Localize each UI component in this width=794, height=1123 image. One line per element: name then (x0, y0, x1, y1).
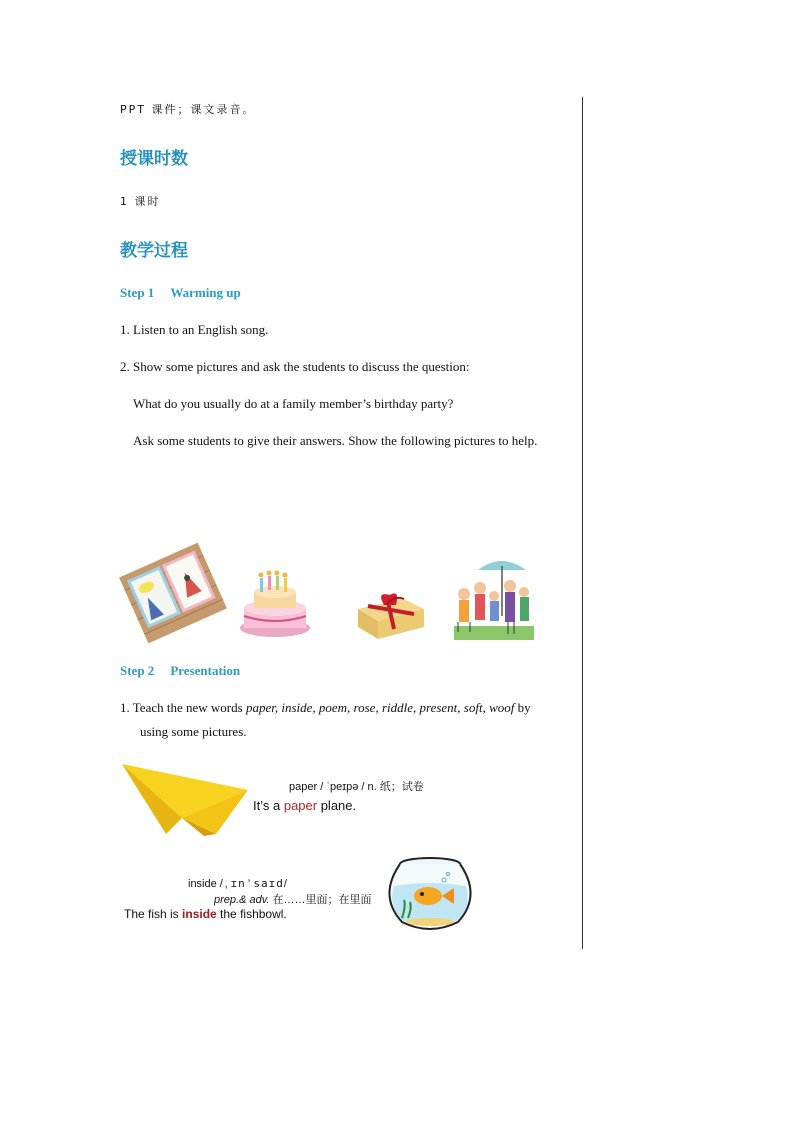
paper-entry: paper / ˈpeɪpə / n. 纸；试卷 (289, 781, 424, 793)
step2-heading (120, 663, 240, 679)
inside-highlight: inside (182, 907, 217, 921)
party-people-image (448, 556, 538, 644)
new-words-list: paper, inside, poem, rose, riddle, present, soft, woof (245, 700, 515, 715)
step2-item-1-line2: using some pictures. (140, 724, 247, 739)
paper-sentence (253, 798, 356, 813)
step1-item-1: 1. Listen to an English song. (120, 322, 269, 337)
step2-label: Step 2 (120, 663, 155, 678)
step1-heading (120, 285, 241, 301)
inside-sentence (124, 907, 287, 921)
inside-meaning: 在……里面；在里面 (272, 894, 372, 906)
step2-title: Presentation (170, 663, 241, 678)
step2-item-1-prefix: 1. Teach the new words (120, 700, 246, 715)
fishbowl-image (384, 856, 476, 934)
discussion-question: What do you usually do at a family member’s birthday party? (133, 396, 454, 411)
gift-box-image (354, 585, 426, 641)
inside-entry-meaning (214, 891, 372, 907)
inside-phonetic: ˌɪnˈsaɪd (222, 877, 284, 890)
step1-title: Warming up (170, 285, 241, 300)
inside-word: inside / (188, 878, 223, 890)
paper-highlight: paper (283, 798, 318, 813)
step1-item-2: 2. Show some pictures and ask the students to discuss the question: (120, 359, 470, 374)
teaching-hours-value: 1 课时 (120, 195, 161, 208)
inside-entry-word (188, 877, 287, 890)
heading-teaching-hours: 授课时数 (120, 149, 188, 169)
answer-instruction: Ask some students to give their answers. Show the following pictures to help. (133, 433, 538, 448)
heading-teaching-process: 教学过程 (120, 241, 188, 261)
step2-item-1 (120, 700, 531, 716)
birthday-cards-image (118, 543, 228, 643)
paper-sentence-pre: It’s a (253, 798, 284, 813)
inside-slash: / (283, 878, 287, 890)
page-margin-rule (582, 97, 583, 949)
inside-sentence-post: the fishbowl. (216, 907, 287, 921)
materials-line: PPT 课件；课文录音。 (120, 103, 256, 116)
birthday-cake-image (238, 570, 312, 638)
inside-sentence-pre: The fish is (124, 907, 183, 921)
paper-plane-image (120, 760, 250, 836)
step2-item-1-suffix: by (514, 700, 531, 715)
paper-sentence-post: plane. (317, 798, 357, 813)
inside-pos: prep.& adv. (214, 894, 273, 906)
step1-label: Step 1 (120, 285, 155, 300)
